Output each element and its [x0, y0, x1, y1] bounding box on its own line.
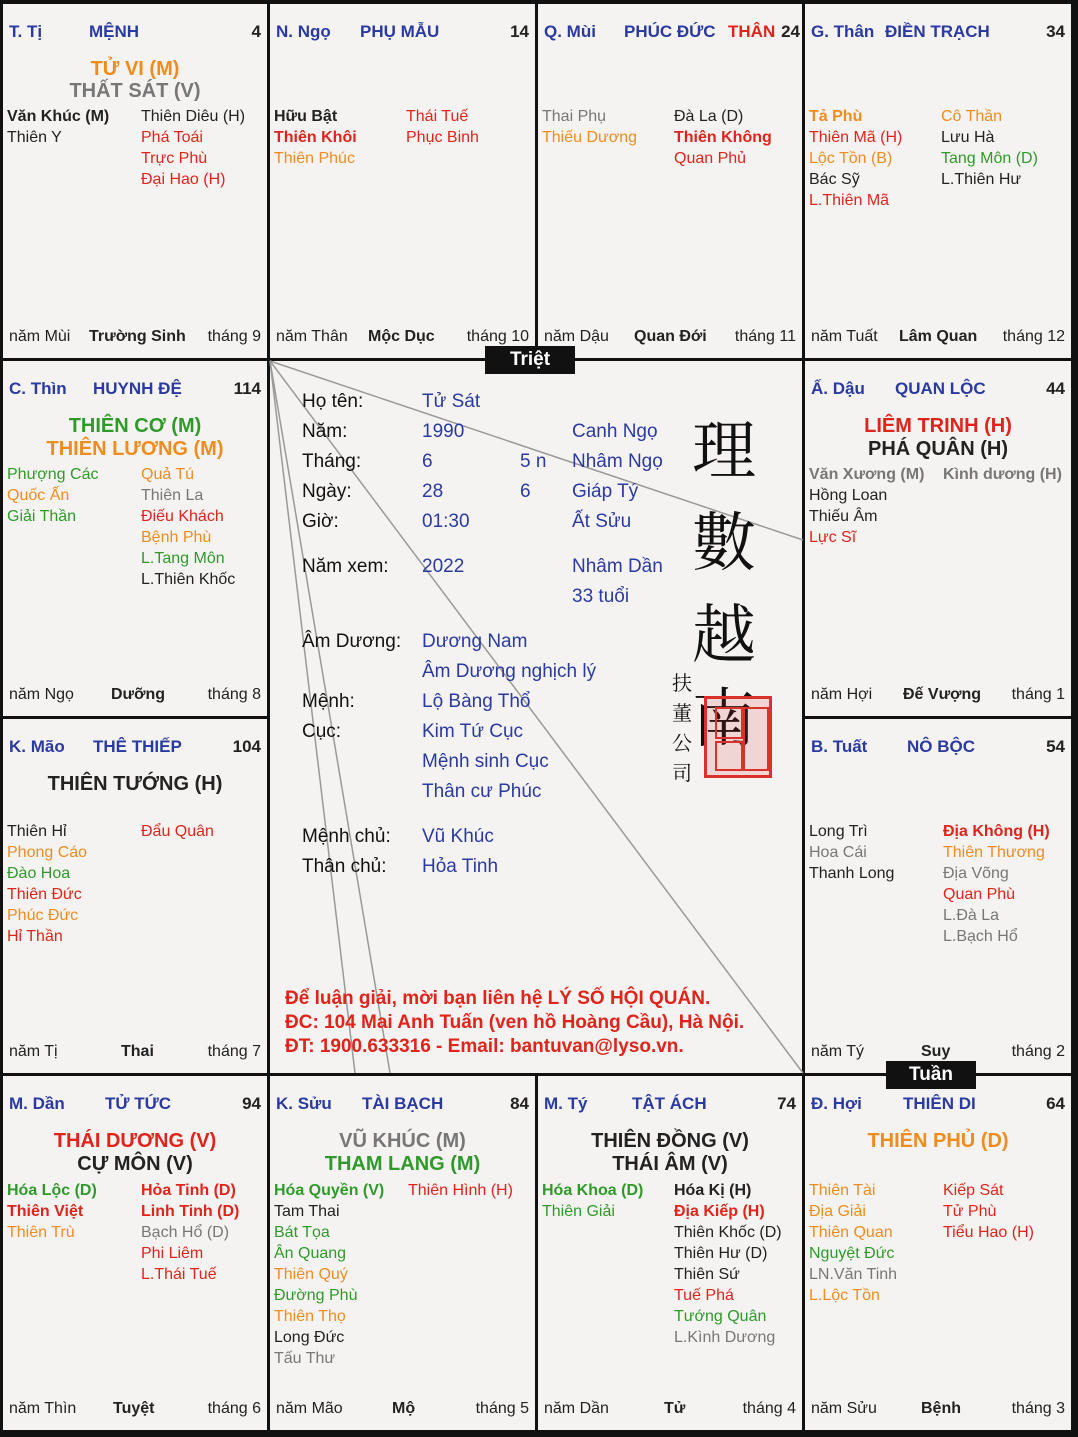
year-value: 1990 [422, 421, 465, 442]
stage-label: Lâm Quan [899, 328, 978, 345]
star: Hóa Kị (H) [674, 1182, 752, 1199]
star: Lưu Hà [941, 129, 995, 146]
star: Thiên Khốc (D) [674, 1224, 782, 1241]
star: Thiên Diêu (H) [141, 108, 246, 125]
month-extra: 5 n [520, 451, 547, 472]
star: Đại Hao (H) [141, 171, 226, 188]
stage-label: Dưỡng [111, 686, 166, 703]
promo-line: ĐC: 104 Mai Anh Tuấn (ven hồ Hoàng Cầu), Hà Nội. [285, 1012, 745, 1033]
age-label: 94 [242, 1094, 261, 1113]
menh-chu-value: Vũ Khúc [422, 826, 494, 847]
name-label: Họ tên: [302, 391, 364, 412]
year-label: năm Tý [811, 1043, 865, 1060]
am-duong-value: Dương Nam [422, 631, 528, 652]
star: Địa Giải [809, 1203, 866, 1220]
main-star: LIÊM TRINH (H) [864, 415, 1012, 437]
main-star: THÁI ÂM (V) [612, 1153, 728, 1175]
promo-line: ĐT: 1900.633316 - Email: bantuvan@lyso.vn. [285, 1036, 684, 1057]
star: Thiên Thương [943, 844, 1045, 861]
star: Linh Tinh (D) [141, 1203, 240, 1220]
cell-dan[interactable] [3, 1076, 267, 1430]
star: Tướng Quân [674, 1308, 767, 1325]
palace-label: MỆNH [89, 22, 140, 41]
star: Tử Phù [943, 1203, 997, 1220]
star: Đẩu Quân [141, 823, 214, 840]
star: Hóa Quyền (V) [274, 1182, 385, 1199]
palace-label: NÔ BỘC [907, 737, 975, 756]
star: Địa Võng [943, 865, 1009, 882]
star: Thiên Hỉ [7, 823, 67, 840]
day-label: Ngày: [302, 481, 352, 502]
palace-label: TẬT ÁCH [632, 1094, 707, 1113]
star: Điếu Khách [141, 508, 224, 525]
star: Thiên Tài [809, 1182, 876, 1199]
cell-hoi[interactable] [805, 1076, 1071, 1430]
star: Bác Sỹ [809, 171, 860, 188]
than-chu-value: Hỏa Tinh [422, 856, 499, 877]
branch-label: M. Dần [9, 1094, 65, 1113]
month-label: tháng 1 [1011, 686, 1065, 703]
month-label: tháng 2 [1011, 1043, 1065, 1060]
star: Kiếp Sát [943, 1182, 1004, 1199]
main-star: THÁI DƯƠNG (V) [53, 1130, 217, 1152]
branch-label: N. Ngọ [276, 22, 331, 41]
stage-label: Trường Sinh [89, 328, 186, 345]
star: Quốc Ấn [7, 487, 70, 504]
hour-label: Giờ: [302, 511, 339, 532]
year-label: năm Dậu [544, 328, 609, 345]
year-label: năm Tuất [811, 328, 878, 345]
cell-ty[interactable] [538, 1076, 802, 1430]
main-star: PHÁ QUÂN (H) [868, 438, 1008, 460]
calligraphy-char: 南 [692, 683, 756, 757]
star: Trực Phù [141, 150, 208, 167]
age-label: 64 [1046, 1094, 1065, 1113]
month-label: tháng 8 [207, 686, 261, 703]
star: Bệnh Phù [141, 529, 212, 546]
star: Quan Phù [943, 886, 1016, 903]
cell-than[interactable] [805, 4, 1071, 358]
star: Thiên Khôi [274, 129, 357, 146]
cell-dau[interactable] [805, 361, 1071, 716]
star: Phúc Đức [7, 907, 79, 924]
view-year-can: Nhâm Dần [572, 556, 663, 577]
calligraphy-char: 越 [692, 599, 756, 673]
stage-label: Tử [664, 1400, 686, 1417]
age-label: 114 [233, 379, 261, 398]
star: Đường Phù [274, 1287, 358, 1304]
stage-label: Suy [921, 1043, 951, 1060]
star: L.Thái Tuế [141, 1266, 217, 1283]
age-value: 33 tuổi [572, 586, 630, 607]
main-star: THẤT SÁT (V) [69, 80, 201, 102]
stage-label: Tuyệt [113, 1400, 155, 1417]
star: Hồng Loan [809, 487, 888, 504]
cuc-value: Kim Tứ Cục [422, 721, 524, 742]
star: Lực Sĩ [809, 529, 857, 546]
main-star: CỰ MÔN (V) [77, 1153, 193, 1175]
star: L.Thiên Khốc [141, 571, 236, 588]
star: Ân Quang [274, 1245, 347, 1262]
star: Đào Hoa [7, 865, 71, 882]
palace-label: PHÚC ĐỨC [624, 22, 716, 41]
month-label: tháng 4 [742, 1400, 796, 1417]
calligraphy-char: 理 [692, 415, 756, 489]
star: Thiên La [141, 487, 204, 504]
star: Thiên Y [7, 129, 62, 146]
age-label: 44 [1046, 379, 1065, 398]
star: Phượng Các [7, 466, 99, 483]
star: Giải Thần [7, 508, 77, 525]
star: Thiên Không [674, 129, 772, 146]
age-label: 84 [510, 1094, 529, 1113]
star: LN.Văn Tinh [809, 1266, 898, 1283]
month-label: Tháng: [302, 451, 362, 472]
star: Thiên Hư (D) [674, 1245, 768, 1262]
main-star: THAM LANG (M) [324, 1153, 481, 1175]
star: Long Đức [274, 1329, 345, 1346]
star: Thiên Quý [274, 1266, 348, 1283]
main-star: THIÊN CƠ (M) [68, 415, 202, 437]
star: Bạch Hổ (D) [141, 1224, 230, 1241]
age-label: 34 [1046, 22, 1065, 41]
than-label: THÂN [728, 22, 776, 41]
stage-label: Quan Đới [634, 328, 707, 345]
branch-label: Q. Mùi [544, 22, 596, 41]
branch-label: K. Mão [9, 737, 65, 756]
calligraphy-char: 數 [692, 507, 756, 581]
star: L.Kình Dương [674, 1329, 776, 1346]
age-label: 74 [777, 1094, 796, 1113]
star: Hoa Cái [809, 844, 867, 861]
year-can: Canh Ngọ [572, 421, 658, 442]
star: Hóa Lộc (D) [7, 1182, 97, 1199]
cuc-note1: Mệnh sinh Cục [422, 751, 549, 772]
star: Lộc Tồn (B) [809, 150, 893, 167]
star: L.Thiên Hư [941, 171, 1022, 188]
star: Thiếu Dương [542, 129, 638, 146]
year-label: năm Mão [276, 1400, 343, 1417]
stage-label: Mộ [392, 1400, 416, 1417]
stage-label: Mộc Dục [368, 328, 435, 345]
age-label: 24 [781, 22, 800, 41]
year-label: năm Thìn [9, 1400, 77, 1417]
day-value: 28 [422, 481, 444, 502]
year-label: năm Hợi [811, 686, 873, 703]
stage-label: Đế Vượng [903, 686, 982, 703]
star: Tang Môn (D) [941, 150, 1038, 167]
day-extra: 6 [520, 481, 531, 502]
month-label: tháng 12 [1002, 328, 1065, 345]
star: L.Tang Môn [141, 550, 225, 567]
star: Hỏa Tinh (D) [141, 1182, 236, 1199]
star: Phá Toái [141, 129, 203, 146]
cell-mao[interactable] [3, 719, 267, 1073]
palace-label: HUYNH ĐỆ [93, 379, 182, 398]
star: Thiên Sứ [674, 1266, 740, 1283]
star: Phục Binh [406, 129, 479, 146]
star: Đà La (D) [674, 108, 744, 125]
view-year-value: 2022 [422, 556, 465, 577]
view-year-label: Năm xem: [302, 556, 389, 577]
cell-tuat[interactable] [805, 719, 1071, 1073]
cell-ngo[interactable] [270, 4, 535, 358]
year-label: năm Tị [9, 1043, 58, 1060]
palace-label: PHỤ MẪU [360, 22, 440, 41]
star: Tam Thai [274, 1203, 340, 1220]
star: Long Trì [809, 823, 868, 840]
star: Thiên Đức [7, 886, 82, 903]
month-label: tháng 9 [207, 328, 261, 345]
branch-label: M. Tý [544, 1094, 588, 1113]
than-chu-label: Thân chủ: [302, 856, 387, 877]
age-label: 14 [510, 22, 529, 41]
year-label: năm Ngọ [9, 686, 74, 703]
star: Thiên Phúc [274, 150, 355, 167]
year-label: năm Mùi [9, 328, 71, 345]
age-label: 54 [1046, 737, 1065, 756]
hour-can: Ất Sửu [572, 511, 632, 532]
star: Kình dương (H) [943, 466, 1062, 483]
cell-thin[interactable] [3, 361, 267, 716]
am-duong-note: Âm Dương nghịch lý [422, 661, 597, 682]
cell-mui[interactable] [538, 4, 802, 358]
star: L.Đà La [943, 907, 1000, 924]
year-label: Năm: [302, 421, 348, 442]
palace-label: TÀI BẠCH [362, 1094, 444, 1113]
star: Thiên Giải [542, 1203, 615, 1220]
main-star: THIÊN PHỦ (D) [867, 1130, 1009, 1152]
branch-label: Đ. Hợi [811, 1094, 862, 1113]
palace-label: TỬ TỨC [105, 1094, 171, 1113]
menh-chu-label: Mệnh chủ: [302, 826, 391, 847]
month-label: tháng 5 [475, 1400, 529, 1417]
star: Hỉ Thần [7, 928, 63, 945]
stage-label: Bệnh [921, 1400, 961, 1417]
star: L.Thiên Mã [809, 192, 890, 209]
star: Phong Cáo [7, 844, 88, 861]
cell-ti[interactable] [3, 4, 267, 358]
star: Địa Không (H) [943, 823, 1050, 840]
stage-label: Thai [121, 1043, 154, 1060]
age-label: 104 [232, 737, 261, 756]
name-value: Tử Sát [422, 391, 481, 412]
star: Bát Tọa [274, 1224, 330, 1241]
star: L.Lộc Tồn [809, 1287, 880, 1304]
month-label: tháng 6 [207, 1400, 261, 1417]
month-value: 6 [422, 451, 433, 472]
month-label: tháng 3 [1011, 1400, 1065, 1417]
hour-value: 01:30 [422, 511, 470, 532]
star: Tả Phù [809, 108, 863, 125]
age-label: 4 [251, 22, 261, 41]
star: Thiếu Âm [809, 508, 878, 525]
star: Tuế Phá [674, 1287, 734, 1304]
palace-label: QUAN LỘC [895, 379, 986, 398]
month-label: tháng 7 [207, 1043, 261, 1060]
palace-label: THÊ THIẾP [93, 737, 182, 756]
star: Thiên Mã (H) [809, 129, 903, 146]
branch-label: B. Tuất [811, 737, 868, 756]
am-duong-label: Âm Dương: [302, 631, 402, 652]
branch-label: K. Sửu [276, 1094, 332, 1113]
tuan-tag: Tuần [886, 1061, 976, 1089]
star: Văn Xương (M) [809, 466, 925, 483]
month-can: Nhâm Ngọ [572, 451, 663, 472]
star: Thai Phụ [542, 108, 607, 125]
year-label: năm Thân [276, 328, 348, 345]
menh-value: Lộ Bàng Thổ [422, 691, 531, 712]
star: Thiên Hình (H) [408, 1182, 513, 1199]
branch-label: T. Tị [9, 22, 43, 41]
star: Tấu Thư [274, 1350, 336, 1367]
star: Cô Thần [941, 108, 1003, 125]
month-label: tháng 11 [734, 328, 796, 345]
star: Nguyệt Đức [809, 1245, 895, 1262]
cell-suu[interactable] [270, 1076, 535, 1430]
main-star: THIÊN TƯỚNG (H) [47, 773, 223, 795]
star: Thiên Quan [809, 1224, 893, 1241]
cuc-note2: Thân cư Phúc [422, 781, 542, 802]
branch-label: C. Thìn [9, 379, 67, 398]
star: Thiên Trù [7, 1224, 75, 1241]
seal-side-text: 扶董公司 [672, 671, 692, 785]
day-can: Giáp Tý [572, 481, 639, 502]
star: L.Bạch Hổ [943, 928, 1018, 945]
year-label: năm Sửu [811, 1400, 877, 1417]
star: Quan Phủ [674, 150, 747, 167]
star: Thanh Long [809, 865, 895, 882]
star: Quả Tú [141, 466, 195, 483]
branch-label: Ấ. Dậu [811, 379, 865, 398]
red-seal-icon [704, 696, 772, 778]
cuc-label: Cục: [302, 721, 342, 742]
main-star: TỬ VI (M) [90, 58, 180, 80]
main-star: THIÊN LƯƠNG (M) [46, 438, 224, 460]
branch-label: G. Thân [811, 22, 875, 41]
palace-label: ĐIỀN TRẠCH [885, 22, 990, 41]
star: Địa Kiếp (H) [674, 1203, 765, 1220]
triet-tag: Triệt [485, 346, 575, 374]
star: Văn Khúc (M) [7, 108, 110, 125]
menh-label: Mệnh: [302, 691, 355, 712]
month-label: tháng 10 [466, 328, 529, 345]
main-star: THIÊN ĐỒNG (V) [591, 1130, 749, 1152]
star: Hóa Khoa (D) [542, 1182, 644, 1199]
star: Phi Liêm [141, 1245, 204, 1262]
promo-line: Để luận giải, mời bạn liên hệ LÝ SỐ HỘI QUÁN. [285, 988, 711, 1009]
star: Tiểu Hao (H) [943, 1224, 1034, 1241]
star: Thiên Thọ [274, 1308, 346, 1325]
year-label: năm Dần [544, 1400, 609, 1417]
palace-label: THIÊN DI [903, 1094, 976, 1113]
star: Hữu Bật [274, 108, 338, 125]
main-star: VŨ KHÚC (M) [339, 1130, 466, 1152]
star: Thiên Việt [7, 1203, 84, 1220]
star: Thái Tuế [406, 108, 469, 125]
